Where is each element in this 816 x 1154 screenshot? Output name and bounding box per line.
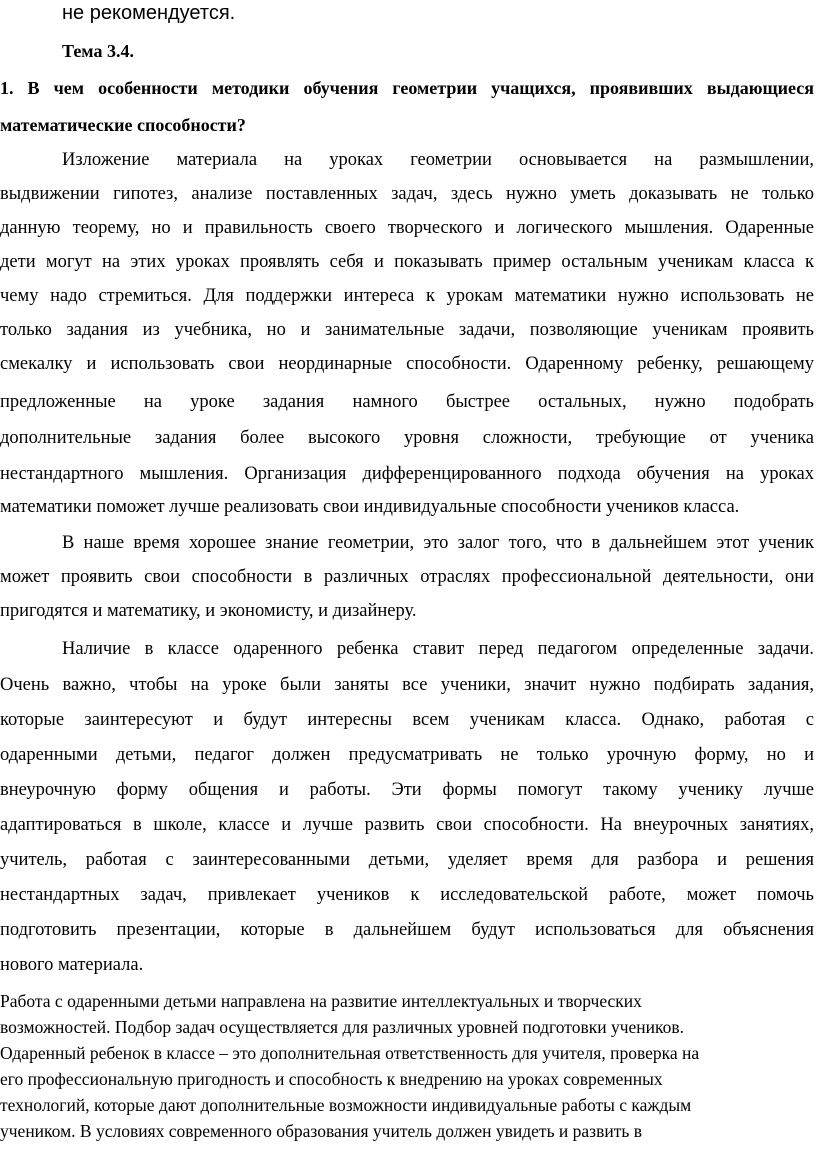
paragraph-line: данную теорему, но и правильность своего творческого и логического мышления. Одаренные <box>0 218 814 238</box>
paragraph-line: только задания из учебника, но и занимательные задачи, позволяющие ученикам проявить <box>0 320 814 340</box>
paragraph-line: математики поможет лучше реализовать свои индивидуальные способности учеников класса. <box>0 497 740 517</box>
paragraph-line: нестандартных задач, привлекает учеников к исследовательской работе, может помочь <box>0 885 814 905</box>
paragraph-line: предложенные на уроке задания намного быстрее остальных, нужно подобрать <box>0 392 814 412</box>
paragraph-line: технологий, которые дают дополнительные возможности индивидуальные работы с каждым <box>0 1095 692 1115</box>
paragraph-line: чему надо стремиться. Для поддержки интереса к урокам математики нужно использовать не <box>0 286 814 306</box>
paragraph-line: Очень важно, чтобы на уроке были заняты все ученики, значит нужно подбирать задания, <box>0 675 814 695</box>
paragraph-line: Наличие в классе одаренного ребенка ставит перед педагогом определенные задачи. <box>62 639 814 659</box>
paragraph-line: дополнительные задания более высокого уровня сложности, требующие от ученика <box>0 428 814 448</box>
paragraph-line: учитель, работая с заинтересованными детьми, уделяет время для разбора и решения <box>0 850 814 870</box>
paragraph-line: его профессиональную пригодность и способность к внедрению на уроках современных <box>0 1069 663 1089</box>
paragraph-line: внеурочную форму общения и работы. Эти формы помогут такому ученику лучше <box>0 780 814 800</box>
paragraph-line: адаптироваться в школе, классе и лучше развить свои способности. На внеурочных занятиях, <box>0 815 814 835</box>
paragraph-line: нового материала. <box>0 955 144 975</box>
paragraph-line: Одаренный ребенок в классе – это дополнительная ответственность для учителя, проверка на <box>0 1043 700 1063</box>
paragraph-line: учеником. В условиях современного образования учитель должен увидеть и развить в <box>0 1121 642 1141</box>
paragraph-line: одаренными детьми, педагог должен предусматривать не только урочную форму, но и <box>0 745 814 765</box>
paragraph-line: пригодятся и математику, и экономисту, и дизайнеру. <box>0 601 417 621</box>
question-line: математические способности? <box>0 115 246 135</box>
paragraph-line: дети могут на этих уроках проявлять себя и показывать пример остальным ученикам класса к <box>0 252 814 272</box>
paragraph-line: выдвижении гипотез, анализе поставленных задач, здесь нужно уметь доказывать не только <box>0 184 814 204</box>
topic-heading: Тема 3.4. <box>62 41 134 61</box>
paragraph-line: смекалку и использовать свои неординарные способности. Одаренному ребенку, решающему <box>0 354 814 374</box>
paragraph-line: подготовить презентации, которые в дальнейшем будут использоваться для объяснения <box>0 920 814 940</box>
paragraph-line: нестандартного мышления. Организация дифференцированного подхода обучения на уроках <box>0 464 814 484</box>
paragraph-line: возможностей. Подбор задач осуществляется для различных уровней подготовки учеников. <box>0 1017 685 1037</box>
paragraph-line: которые заинтересуют и будут интересны всем ученикам класса. Однако, работая с <box>0 710 814 730</box>
paragraph-line: В наше время хорошее знание геометрии, это залог того, что в дальнейшем этот ученик <box>62 533 814 553</box>
paragraph-line: Изложение материала на уроках геометрии основывается на размышлении, <box>62 150 814 170</box>
continuation-line: не рекомендуется. <box>62 2 236 24</box>
paragraph-line: может проявить свои способности в различных отраслях профессиональной деятельности, они <box>0 567 814 587</box>
question-line: 1. В чем особенности методики обучения геометрии учащихся, проявивших выдающиеся <box>0 78 814 98</box>
paragraph-line: Работа с одаренными детьми направлена на развитие интеллектуальных и творческих <box>0 991 642 1011</box>
